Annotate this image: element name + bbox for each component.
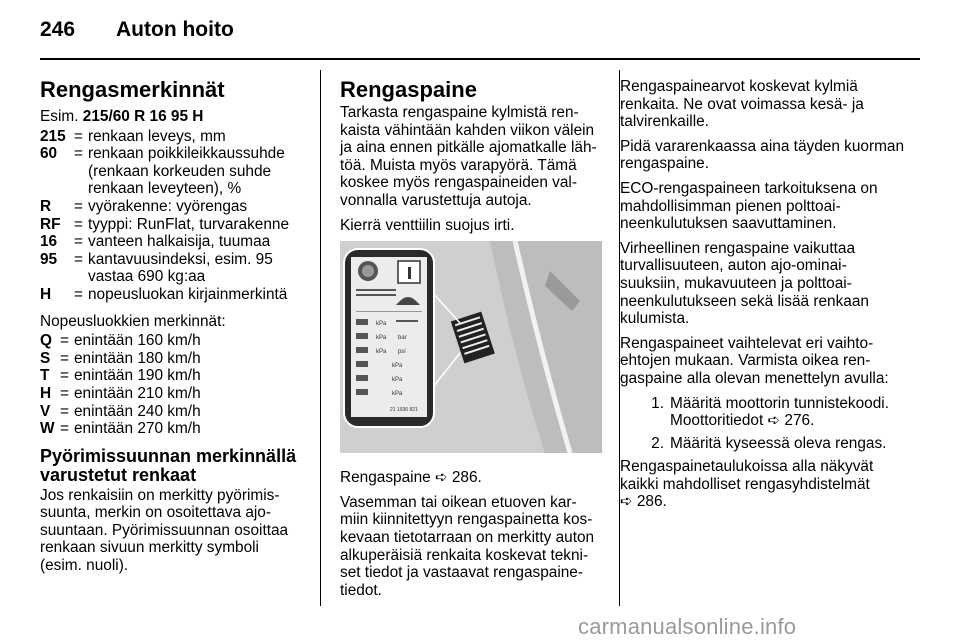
definition-value: vyörakenne: vyörengas xyxy=(88,197,248,215)
definition-row xyxy=(40,403,302,421)
definition-row xyxy=(40,233,302,251)
page-number: 246 xyxy=(40,18,76,41)
definition-key: RF xyxy=(40,215,61,233)
definition-row xyxy=(40,286,302,304)
example-prefix: Esim. xyxy=(40,108,79,125)
body-text: Pidä vararenkaassa aina täyden kuorman rengaspaine. xyxy=(620,137,905,173)
definition-value: enintään 210 km/h xyxy=(74,384,201,402)
figure-label-kpa: kPa xyxy=(376,335,387,342)
equals-sign: = xyxy=(60,349,69,367)
body-text: Vasemman tai oikean etuoven kar- miin kiinnitettyyn rengaspainetta kos- kevaan tietotarraan on merkitty auton alkuperäisiä renkaita koskevat tekni- set tiedot ja vastaavat rengaspaine- tiedot. xyxy=(340,493,595,599)
page-ref-icon: ➪ xyxy=(767,412,781,430)
column-tire-pressure xyxy=(340,78,602,606)
step-number: 2. xyxy=(651,434,664,452)
definition-value: enintään 190 km/h xyxy=(74,367,201,385)
definition-key: H xyxy=(40,285,52,303)
body-text: Kierrä venttiilin suojus irti. xyxy=(340,216,515,234)
definition-key: 215 xyxy=(40,127,66,145)
equals-sign: = xyxy=(60,332,69,350)
definition-value: kantavuusindeksi, esim. 95 vastaa 690 kg:aa xyxy=(88,250,273,286)
figure-label-kpa: kPa xyxy=(392,391,403,398)
equals-sign: = xyxy=(60,402,69,420)
definition-row xyxy=(40,332,302,350)
definition-value: renkaan poikkileikkaussuhde (renkaan korkeuden suhde renkaan leveyteen), % xyxy=(88,145,285,198)
body-text: Virheellinen rengaspaine vaikuttaa turvallisuuteen, auton ajo-ominai- suuksiin, mukavuuteen ja polttoai- neenkulutukseen sekä lisää renkaan kulumista. xyxy=(620,239,869,328)
definition-key: 60 xyxy=(40,145,58,163)
definition-list xyxy=(40,128,302,304)
example-line xyxy=(40,108,302,126)
definition-row xyxy=(40,216,302,234)
equals-sign: = xyxy=(74,145,83,163)
figure-label-kpa: kPa xyxy=(392,363,403,370)
door-jamb-illustration xyxy=(340,241,602,453)
equals-sign: = xyxy=(74,250,83,268)
definition-key: Q xyxy=(40,332,52,350)
definition-key: T xyxy=(40,367,50,385)
step-number: 1. xyxy=(651,394,664,412)
definition-value: enintään 160 km/h xyxy=(74,332,201,350)
figure-label-bar: bar xyxy=(398,335,407,342)
procedure-steps xyxy=(620,395,905,453)
column-divider xyxy=(320,70,321,606)
definition-key: S xyxy=(40,349,51,367)
page-header-title: Auton hoito xyxy=(116,18,234,41)
reference-page[interactable]: 286. xyxy=(636,493,667,511)
body-text: Rengaspainearvot koskevat kylmiä renkaita. Ne ovat voimassa kesä- ja talvirenkaille. xyxy=(620,78,864,131)
section-heading: Rengaspaine xyxy=(340,77,477,102)
page-ref-icon: ➪ xyxy=(620,493,633,511)
body-text: Rengaspainetaulukoissa alla näkyvät kaikki mahdolliset rengasyhdistelmät ➪ 286. xyxy=(620,458,874,511)
list-item xyxy=(620,435,905,453)
figure-code: 21 1936 821 xyxy=(390,407,418,414)
figure-label-psi: psi xyxy=(398,349,406,356)
equals-sign: = xyxy=(74,233,83,251)
definition-row xyxy=(40,145,302,198)
definition-row xyxy=(40,251,302,286)
equals-sign: = xyxy=(74,197,83,215)
definition-key: H xyxy=(40,384,52,402)
cross-reference xyxy=(340,469,602,487)
definition-key: 16 xyxy=(40,233,58,251)
tire-pressure-label-figure xyxy=(340,241,602,453)
figure-label-kpa: kPa xyxy=(376,321,387,328)
section-heading: Rengasmerkinnät xyxy=(40,77,225,102)
equals-sign: = xyxy=(74,285,83,303)
body-text: Rengaspaineet vaihtelevat eri vaihto- ehtojen mukaan. Varmista oikea ren- gaspaine alla olevan menettelyn avulla: xyxy=(620,334,889,387)
definition-key: V xyxy=(40,402,51,420)
definition-key: W xyxy=(40,420,55,438)
equals-sign: = xyxy=(60,384,69,402)
definition-key: 95 xyxy=(40,250,58,268)
reference-page[interactable]: 276. xyxy=(784,412,815,430)
definition-row xyxy=(40,128,302,146)
equals-sign: = xyxy=(60,367,69,385)
definition-row xyxy=(40,350,302,368)
column-tire-markings xyxy=(40,78,302,582)
reference-page[interactable]: 286. xyxy=(451,469,482,487)
definition-row xyxy=(40,385,302,403)
definition-value: enintään 240 km/h xyxy=(74,402,201,420)
definition-value: nopeusluokan kirjainmerkintä xyxy=(88,285,288,303)
definition-row xyxy=(40,420,302,438)
reference-text: Rengaspaine xyxy=(340,469,431,487)
definition-value: enintään 270 km/h xyxy=(74,420,201,438)
equals-sign: = xyxy=(60,420,69,438)
equals-sign: = xyxy=(74,127,83,145)
definition-value: tyyppi: RunFlat, turvarakenne xyxy=(88,215,290,233)
body-text: ECO-rengaspaineen tarkoituksena on mahdollisimman pienen polttoai- neenkulutuksen saavuttaminen. xyxy=(620,179,878,233)
body-text: Jos renkaisiin on merkitty pyörimis- suunta, merkin on osoitettava ajo- suuntaan. Pyörimissuunnan osoittaa renkaan sivuun merkitty symboli (esim. nuoli). xyxy=(40,486,289,575)
body-text: Tarkasta rengaspaine kylmistä ren- kaista vähintään kahden viikon välein ja aina ennen pitkälle ajomatkalle läh- töä. Muista myös varapyörä. Tämä koskee myös rengaspaineiden val- vonnalla varustettuja autoja. xyxy=(340,104,597,209)
watermark: carmanualsonline.info xyxy=(578,614,797,639)
figure-label-kpa: kPa xyxy=(376,349,387,356)
definition-value: renkaan leveys, mm xyxy=(88,127,226,145)
equals-sign: = xyxy=(74,215,83,233)
step-text: Määritä moottorin tunnistekoodi. Moottoritiedot ➪ 276. xyxy=(670,394,890,430)
definition-value: enintään 180 km/h xyxy=(74,349,201,367)
figure-label-kpa: kPa xyxy=(392,377,403,384)
speed-intro: Nopeusluokkien merkinnät: xyxy=(40,312,226,330)
definition-row xyxy=(40,198,302,216)
step-text: Määritä kyseessä oleva rengas. xyxy=(670,434,887,452)
definition-key: R xyxy=(40,197,52,215)
definition-row xyxy=(40,367,302,385)
subsection-heading: Pyörimissuunnan merkinnällä varustetut renkaat xyxy=(40,445,297,485)
list-item xyxy=(620,395,905,430)
page-ref-icon: ➪ xyxy=(435,469,448,487)
definition-value: vanteen halkaisija, tuumaa xyxy=(88,233,271,251)
header-rule xyxy=(40,58,920,60)
column-pressure-notes xyxy=(620,78,905,518)
speed-class-list xyxy=(40,332,302,438)
example-code: 215/60 R 16 95 H xyxy=(82,108,204,125)
